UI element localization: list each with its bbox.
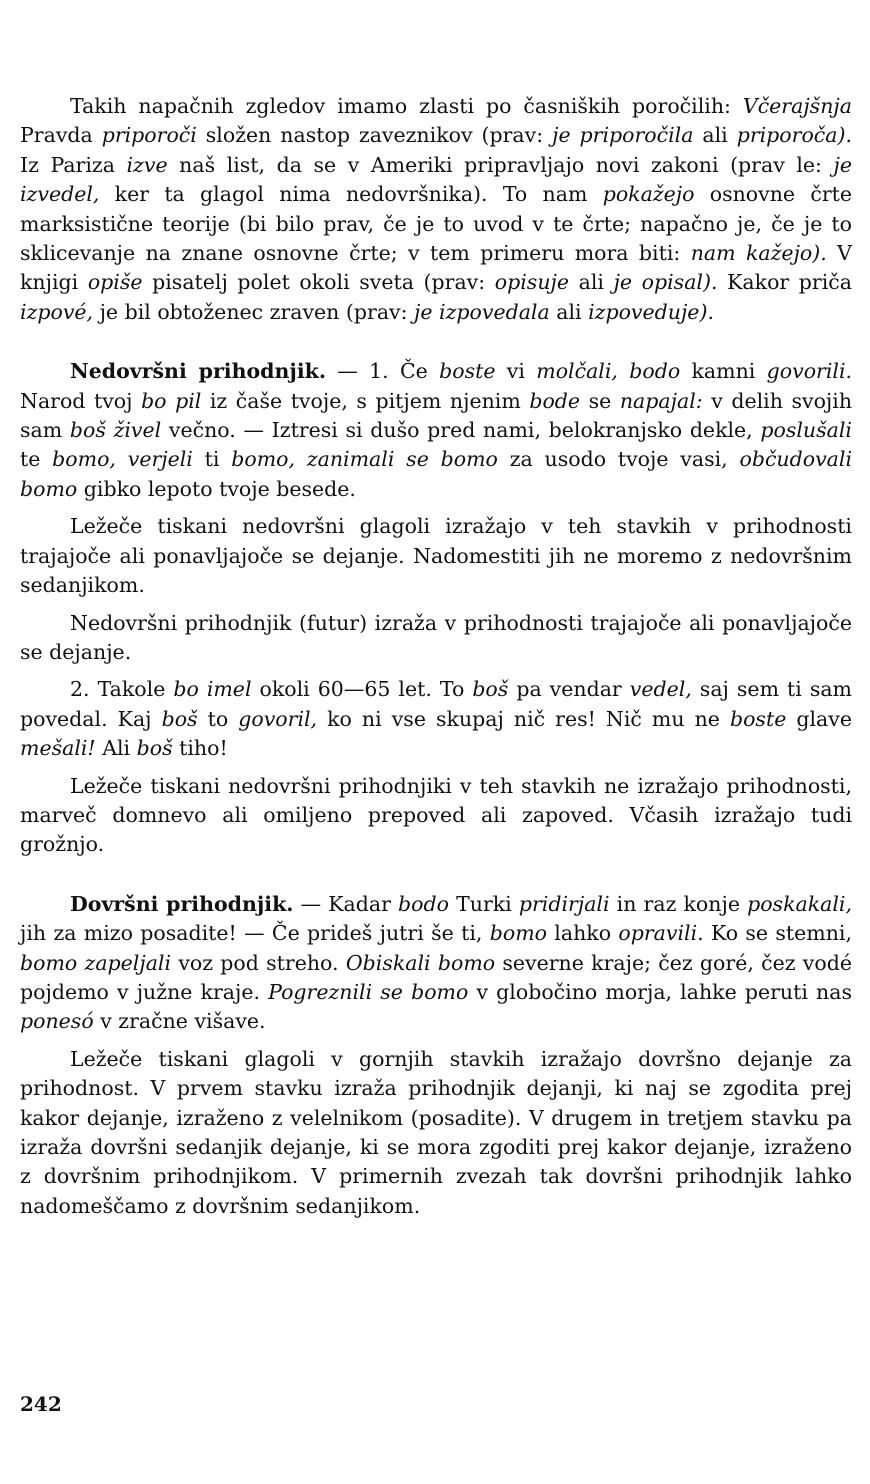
- text-run: to: [197, 706, 239, 731]
- text-run: pisatelj polet okoli sveta (prav:: [142, 270, 495, 295]
- example-verb: občudovali bomo: [20, 447, 853, 501]
- text-run: Narod tvoj: [20, 388, 142, 413]
- text-run: lahko: [546, 921, 619, 946]
- paragraph-lezece-prihodnjiki: [20, 772, 852, 860]
- page-body: [20, 92, 852, 1221]
- example-verb: pridirjali: [518, 891, 610, 916]
- text-run: ali: [569, 270, 614, 295]
- text-run: Iz Pariza: [20, 152, 127, 177]
- text-run: naš list, da se v Ameriki pripravljajo novi zakoni (prav le:: [167, 152, 834, 177]
- text-run: v globočino morja, lahke peruti nas: [468, 979, 852, 1004]
- example-verb: opravili.: [618, 921, 704, 946]
- example-verb: Pogreznili se bomo: [268, 979, 469, 1004]
- example-verb: poslušali: [760, 418, 852, 443]
- example-verb: bo imel: [173, 677, 252, 702]
- example-verb: priporoči: [101, 123, 197, 148]
- text-run: ker ta glagol nima nedovršnika). To nam: [99, 182, 603, 207]
- section-heading: Dovršni prihodnjik.: [70, 891, 294, 916]
- text-run: ti: [192, 447, 232, 472]
- example-verb: bomo, zanimali se bomo: [231, 447, 498, 472]
- example-verb: vedel,: [629, 677, 692, 702]
- example-verb: mešali!: [20, 736, 96, 761]
- example-verb: je izvedel,: [20, 152, 853, 207]
- example-verb: bodo: [398, 891, 449, 916]
- example-verb: boš: [472, 677, 509, 702]
- example-verb: opisuje: [494, 270, 570, 295]
- text-run: tiho!: [172, 736, 228, 761]
- text-run: Pravda: [20, 123, 102, 148]
- text-run: in raz konje: [609, 891, 748, 916]
- text-run: gibko lepoto tvoje besede.: [77, 476, 356, 501]
- example-verb: molčali, bodo: [536, 359, 681, 384]
- text-run: okoli 60—65 let. To: [251, 677, 473, 702]
- text-run: 2. Takole: [70, 677, 174, 702]
- text-run: osnovne črte marksistične teorije (bi bilo prav, če je to uvod v te črte; napačno je, če je to sklicevanje na znane osnovne črte; v tem primeru mora biti:: [20, 182, 852, 266]
- text-run: Ali: [95, 736, 137, 761]
- example-verb: boš: [136, 736, 173, 761]
- example-verb: bode: [529, 388, 581, 413]
- example-verb: bomo: [489, 921, 547, 946]
- text-run: pa vendar: [508, 677, 630, 702]
- text-run: večno. — Iztresi si dušo pred nami, belokranjsko dekle,: [161, 418, 761, 443]
- text-run: vi: [495, 359, 537, 384]
- section-heading: Nedovršni prihodnjik.: [70, 359, 326, 384]
- page-number: 242: [20, 1392, 62, 1416]
- example-verb: govoril,: [238, 706, 318, 731]
- text-run: iz čaše tvoje, s pitjem njenim: [201, 388, 530, 413]
- example-verb: priporoča).: [736, 123, 853, 148]
- text-run: ko ni vse skupaj nič res! Nič mu ne: [317, 706, 730, 731]
- text-run: Ležeče tiskani nedovršni prihodnjiki v teh stavkih ne izražajo prihodnosti, marveč domnevo ali omiljeno prepoved ali zapoved. Včasih izražajo tudi grožnjo.: [20, 773, 852, 857]
- example-verb: izpoveduje).: [588, 299, 714, 324]
- text-run: kamni: [680, 359, 767, 384]
- example-verb: boš: [161, 706, 198, 731]
- paragraph-lezece-nedovrsni: [20, 512, 852, 600]
- example-verb: Včerajšnja: [742, 94, 852, 118]
- text-run: ali: [549, 299, 589, 324]
- example-verb: napajal:: [619, 388, 703, 413]
- example-verb: Obiskali bomo: [345, 950, 496, 975]
- example-verb: poskakali,: [747, 891, 852, 916]
- text-run: Ležeče tiskani nedovršni glagoli izražajo v teh stavkih v prihodnosti trajajoče ali ponavljajoče se dejanje. Nadomestiti jih ne moremo z nedovršnim sedanjikom.: [20, 514, 852, 598]
- text-run: te: [20, 447, 53, 472]
- example-verb: bomo zapeljali: [20, 950, 172, 975]
- text-run: jih za mizo posadite! — Če prideš jutri še ti,: [20, 921, 490, 946]
- text-run: v zračne višave.: [93, 1009, 266, 1034]
- example-verb: pokažejo: [602, 182, 695, 207]
- example-verb: ponesó: [20, 1009, 94, 1034]
- text-run: — Kadar: [293, 891, 399, 916]
- text-run: glave: [786, 706, 852, 731]
- text-run: Kakor priča: [717, 270, 852, 295]
- example-verb: bomo, verjeli: [52, 447, 193, 472]
- paragraph-dovrsni-prihodnjik: [20, 890, 852, 1037]
- text-run: Nedovršni prihodnjik (futur) izraža v prihodnosti trajajoče ali ponavljajoče se dejanje.: [20, 610, 852, 664]
- example-verb: bo pil: [141, 388, 202, 413]
- paragraph-nedovrsni-prihodnjik-1: [20, 357, 852, 504]
- paragraph-lezece-dovrsno: [20, 1045, 852, 1221]
- text-run: saj sem ti sam povedal. Kaj: [20, 677, 852, 731]
- example-verb: boste: [729, 706, 787, 731]
- text-run: V knjigi: [20, 241, 852, 295]
- text-run: Takih napačnih zgledov imamo zlasti po časniških poročilih:: [70, 94, 743, 118]
- text-run: se: [580, 388, 620, 413]
- text-run: — 1. Če: [325, 359, 440, 384]
- paragraph-napacni-zgledi: [20, 92, 852, 327]
- example-verb: nam kažejo).: [690, 241, 827, 266]
- text-run: Turki: [448, 891, 519, 916]
- paragraph-nedovrsni-prihodnjik-2: [20, 675, 852, 763]
- example-verb: boš živel: [69, 418, 162, 443]
- example-verb: govorili.: [766, 359, 853, 384]
- text-run: Ležeče tiskani glagoli v gornjih stavkih izražajo dovršno dejanje za prihodnost. V prvem stavku izraža prihodnjik dejanji, ki naj se zgodita prej kakor dejanje, izraženo z velelnikom (posadite). V drugem in tretjem stavku pa izraža dovršni sedanjik dejanje, ki se mora zgoditi prej kakor dejanje, izraženo z dovršnim prihodnjikom. V primernih zvezah tak dovršni prihodnjik lahko nadomeščamo z dovršnim sedanjikom.: [20, 1046, 852, 1218]
- example-verb: opiše: [87, 270, 143, 295]
- text-run: severne kraje; čez goré, čez vodé pojdemo v južne kraje.: [20, 950, 852, 1004]
- text-run: v delih svojih sam: [20, 388, 853, 443]
- example-verb: izpové,: [20, 299, 94, 324]
- paragraph-futur-definicija: [20, 609, 852, 668]
- example-verb: boste: [439, 359, 496, 384]
- text-run: ali: [693, 123, 737, 148]
- example-verb: izve: [126, 152, 168, 177]
- text-run: voz pod streho.: [171, 950, 346, 975]
- text-run: Ko se stemni,: [703, 921, 852, 946]
- example-verb: je izpovedala: [414, 299, 550, 324]
- example-verb: je opisal).: [613, 270, 718, 295]
- text-run: je bil obtoženec zraven (prav:: [93, 299, 415, 324]
- example-verb: je priporočila: [552, 123, 694, 148]
- text-run: za usodo tvoje vasi,: [497, 447, 740, 472]
- text-run: složen nastop zaveznikov (prav:: [196, 123, 553, 148]
